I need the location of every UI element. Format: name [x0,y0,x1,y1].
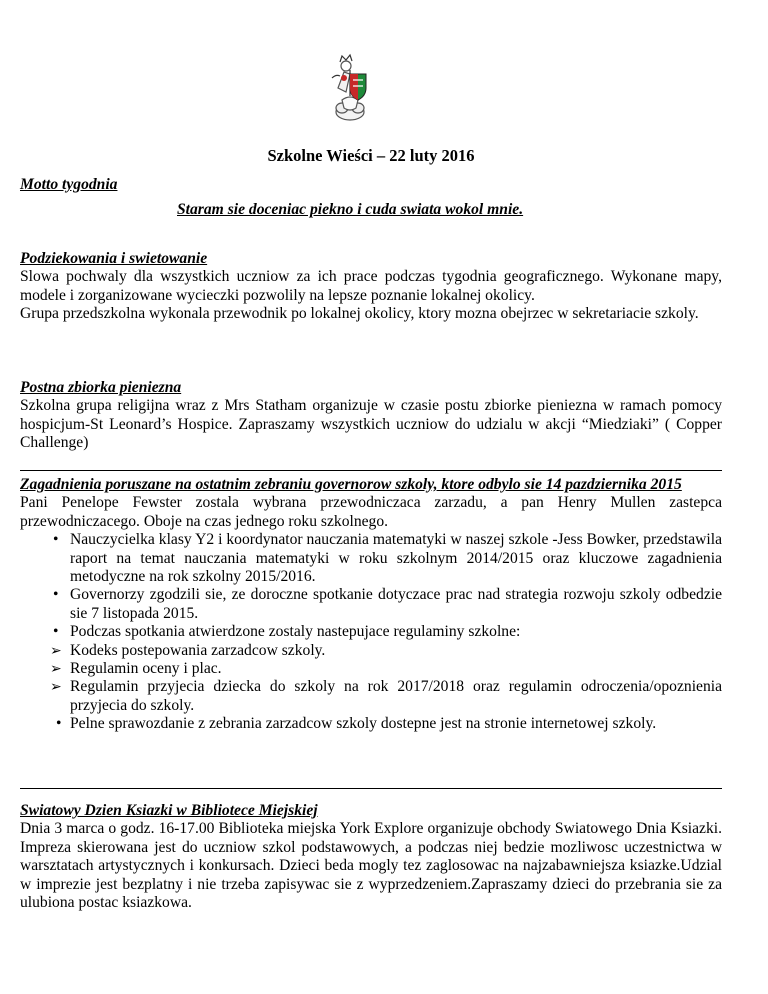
school-crest-logo [320,52,382,124]
divider [20,788,722,789]
thanks-paragraph-2: Grupa przedszkolna wykonala przewodnik po lokalnej okolicy, ktory mozna obejrzec w sekretariacie szkoly. [20,305,699,323]
list-item: • Podczas spotkania atwierdzone zostaly nastepujace regulaminy szkolne: [20,623,722,641]
page-title: Szkolne Wieści – 22 luty 2016 [267,146,475,165]
governors-bullet-list [20,531,722,733]
list-item: ➢ Kodeks postepowania zarzadcow szkoly. [20,642,722,660]
thanks-paragraph-1: Slowa pochwaly dla wszystkich uczniow za ich prace podczas tygodnia geograficznego. Wykonane mapy, modele i zorganizowane wycieczki pozwolily na lepsze poznanie lokalnej okolicy. [20,268,722,304]
book-day-heading: Swiatowy Dzien Ksiazki w Bibliotece Miejskiej [20,802,318,819]
list-item: • Pelne sprawozdanie z zebrania zarzadcow szkoly dostepne jest na stronie internetowej szkoly. [20,715,722,733]
divider [20,470,722,471]
list-item: • Governorzy zgodzili sie, ze doroczne spotkanie dotyczace prac nad strategia rozwoju szkoly odbedzie sie 7 listopada 2015. [20,586,722,623]
list-item: ➢ Regulamin przyjecia dziecka do szkoly na rok 2017/2018 oraz regulamin odroczenia/opoznienia przyjecia do szkoly. [20,678,722,715]
lent-section [20,379,722,453]
thanks-section [20,250,722,324]
book-day-text: Dnia 3 marca o godz. 16-17.00 Biblioteka miejska York Explore organizuje obchody Swiatowego Dnia Ksiazki. Impreza skierowana jest do uczniow szkol podstawowych, a podczas niej bedzie mozliwosc uczestnictwa w warsztatach artystycznych i konkursach. Dzieci beda mogly tez zaglosowac na najzabawniejsza ksiazke.Udzial w imprezie jest bezplatny i nie trzeba zapisywac sie z wyprzedzeniem.Zapraszamy dzieci do przebrania sie za ulubiona postac ksiazkowa. [20,820,722,912]
motto-section [20,176,722,220]
governors-section [20,476,722,734]
governors-heading: Zagadnienia poruszane na ostatnim zebraniu governorow szkoly, ktore odbylo sie 14 pazdziernika 2015 [20,476,682,493]
list-item: ➢ Regulamin oceny i plac. [20,660,722,678]
book-day-section [20,802,722,912]
lent-text: Szkolna grupa religijna wraz z Mrs Statham organizuje w czasie postu zbiorke pieniezna w ramach pomocy hospicjum-St Leonard’s Hospice. Zapraszamy wszystkich uczniow do udzialu w akcji “Miedziaki” ( Copper Challenge) [20,397,722,452]
motto-text: Staram sie doceniac piekno i cuda swiata wokol mnie. [177,201,524,219]
governors-intro: Pani Penelope Fewster zostala wybrana przewodniczaca zarzadu, a pan Henry Mullen zastepca przewodniczacego. Oboje na czas jednego roku szkolnego. [20,494,722,530]
thanks-heading: Podziekowania i swietowanie [20,250,208,267]
motto-heading: Motto tygodnia [20,176,118,193]
list-item: • Nauczycielka klasy Y2 i koordynator nauczania matematyki w naszej szkole -Jess Bowker, przedstawila raport na temat nauczania matematyki w roku szkolnym 2014/2015 oraz kluczowe zagadnienia metodyczne na rok szkolny 2015/2016. [20,531,722,586]
lent-heading: Postna zbiorka pieniezna [20,379,182,396]
